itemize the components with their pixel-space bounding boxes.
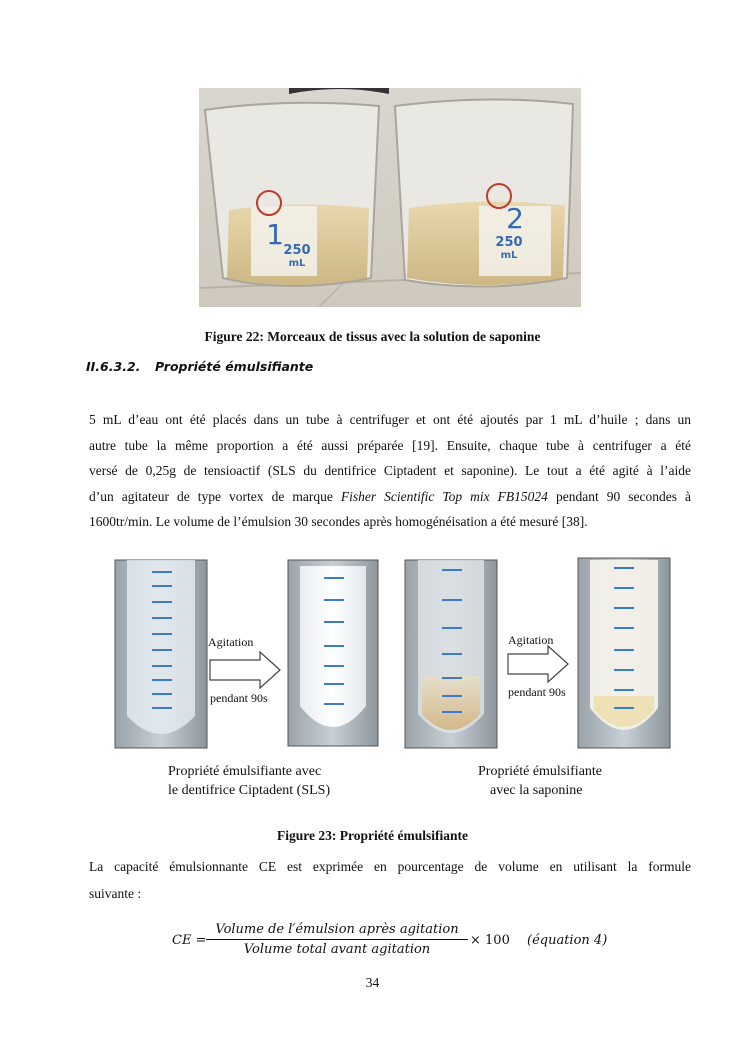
figure-23-caption: Figure 23: Propriété émulsifiante (276, 828, 469, 843)
beaker-1-number: 1 (266, 218, 284, 251)
arrow-label-agitation: Agitation (508, 633, 554, 647)
device-name: Fisher Scientific Top mix FB15024 (340, 488, 548, 504)
beaker-1-unit: mL (288, 258, 306, 269)
sls-label-line2: le dentifrice Ciptadent (SLS) (168, 783, 331, 798)
tubes-photo (112, 556, 672, 806)
section-title: Propriété émulsifiante (155, 359, 314, 374)
paragraph-ce-definition (89, 853, 691, 907)
paragraph-line: 5 mL d’eau ont été placés dans un tube à centrifuger et ont été ajoutés par 1 mL d’huile ; dans un (89, 412, 691, 427)
section-number: II.6.3.2. (86, 359, 141, 374)
beaker-1-volume: 250 (283, 243, 311, 258)
equation-ce (150, 922, 650, 966)
paragraph-text: pendant 90 secondes à (547, 488, 691, 504)
equation-reference: (équation 4) (527, 933, 608, 948)
figure-22-photo (199, 88, 581, 307)
equation-numerator: Volume de l′émulsion après agitation (215, 922, 459, 937)
paragraph-line: autre tube la même proportion a été aussi préparée [19]. Ensuite, chaque tube à centrifuger a été (89, 437, 691, 453)
figure-23-composite (112, 556, 672, 806)
equation-fraction (206, 922, 468, 957)
equation-multiplier: × 100 (470, 933, 510, 948)
paragraph-line: 1600tr/min. Le volume de l’émulsion 30 secondes après homogénéisation a été mesuré [38]. (89, 514, 588, 530)
paragraph-line: La capacité émulsionnante CE est exprimée en pourcentage de volume en utilisant la formule (89, 859, 691, 874)
arrow-label-duration: pendant 90s (210, 691, 268, 705)
arrow-right-icon (210, 652, 280, 688)
beaker-2-volume: 250 (495, 235, 523, 250)
paragraph-line: suivante : (89, 886, 142, 901)
beaker-2-unit: mL (500, 250, 518, 261)
paragraph-line: versé de 0,25g de tensioactif (SLS du dentifrice Ciptadent et saponine). Le tout a été agité à l’aide (89, 463, 691, 479)
paragraph-line (89, 484, 691, 510)
paragraph-text: d’un agitateur de type vortex de marque (89, 488, 341, 504)
arrow-label-duration: pendant 90s (508, 685, 566, 699)
beakers-photo (199, 88, 581, 307)
paragraph-emulsifying-method (89, 407, 691, 535)
equation-lhs: CE = (172, 933, 207, 948)
figure-22-caption: Figure 22: Morceaux de tissus avec la solution de saponine (204, 329, 541, 344)
saponine-label-line1: Propriété émulsifiante (478, 764, 603, 779)
beaker-2-number: 2 (506, 202, 524, 235)
saponine-label-line2: avec la saponine (490, 783, 583, 798)
equation-denominator: Volume total avant agitation (243, 942, 431, 957)
sls-label-line1: Propriété émulsifiante avec (168, 764, 322, 779)
page-number: 34 (365, 975, 380, 990)
arrow-right-icon (508, 646, 568, 682)
arrow-label-agitation: Agitation (208, 635, 254, 649)
